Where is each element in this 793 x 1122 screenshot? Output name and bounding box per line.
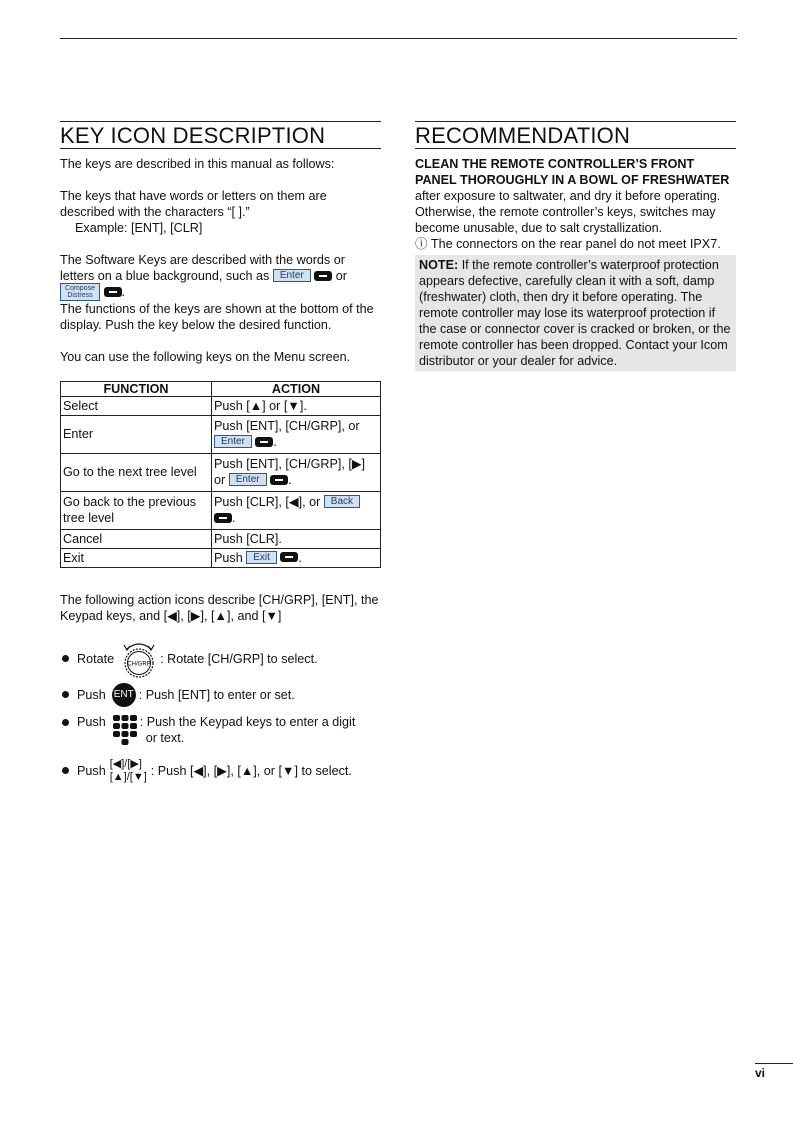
recommendation-heading: RECOMMENDATION	[415, 121, 736, 149]
function-cell: Select	[61, 396, 212, 415]
softkey-paragraph: The Software Keys are described with the words or letters on a blue background, such as Enter or Compose Distress .	[60, 253, 347, 299]
table-row	[61, 491, 381, 529]
enter-softkey: Enter	[273, 269, 311, 282]
note-label: NOTE:	[419, 258, 459, 272]
function-cell: Go to the next tree level	[61, 453, 212, 491]
info-text: The connectors on the rear panel do not meet IPX7.	[430, 237, 721, 251]
bullet-dot	[62, 691, 69, 698]
key-icon-description-section	[60, 121, 381, 784]
info-paragraph	[415, 236, 736, 252]
ent-key-icon: ENT	[112, 683, 136, 707]
exit-softkey: Exit	[246, 551, 277, 564]
rotate-label: Rotate	[77, 651, 115, 666]
push-label: Push	[77, 687, 106, 702]
clean-paragraph	[415, 156, 736, 236]
top-rule	[60, 38, 737, 39]
table-header-row	[61, 381, 381, 396]
function-cell: Go back to the previous tree level	[61, 491, 212, 529]
keypad-description	[140, 714, 356, 746]
softkey-button-icon	[314, 271, 332, 281]
rotate-bullet	[60, 642, 381, 676]
arrow-keys-description: : Push [◀], [▶], [▲], or [▼] to select.	[150, 763, 352, 778]
compose-distress-softkey: Compose Distress	[60, 283, 100, 301]
dial-knob-icon	[118, 640, 160, 678]
key-icon-heading: KEY ICON DESCRIPTION	[60, 121, 381, 149]
softkey-or: or	[335, 269, 347, 283]
action-text: Push [ENT], [CH/GRP], [▶] or	[214, 457, 366, 488]
function-cell: Enter	[61, 415, 212, 453]
action-cell: Push [CLR].	[212, 529, 381, 548]
menu-intro-text: You can use the following keys on the Menu screen.	[60, 349, 351, 364]
bullet-dot	[62, 767, 69, 774]
table-row	[61, 529, 381, 548]
ent-description: : Push [ENT] to enter or set.	[138, 687, 295, 702]
arrow-keys-top: [◀]/[▶]	[109, 757, 142, 770]
recommendation-section	[415, 121, 736, 371]
softkey-button-icon	[280, 552, 298, 562]
bullet-dot	[62, 719, 69, 726]
note-text: If the remote controller’s waterproof protection appears defective, carefully clean it with a soft, damp (freshwater) cloth, then dry it before operating. The remote controller may lose its waterproof protection if the case or connector cover is cracked or broken, or the remote controller has been dropped. Contact your Icom distributor or your dealer for advice.	[419, 258, 731, 368]
action-text: Push	[214, 550, 243, 565]
enter-softkey: Enter	[229, 473, 267, 486]
clean-warning-text: after exposure to saltwater, and dry it before operating. Otherwise, the remote controller’s keys, switches may become unusable, due to salt crystallization.	[415, 189, 721, 235]
table-row	[61, 548, 381, 567]
menu-keys-table	[60, 381, 381, 568]
action-cell: Push Exit .	[212, 548, 381, 567]
action-cell: Push [ENT], [CH/GRP], or Enter .	[212, 415, 381, 453]
action-icons-intro: The following action icons describe [CH/GRP], [ENT], the Keypad keys, and [◀], [▶], [▲], and [▼]	[60, 592, 379, 623]
intro-text: The keys are described in this manual as follows:	[60, 157, 335, 171]
action-cell: Push [CLR], [◀], or Back .	[212, 491, 381, 529]
keypad-icon	[112, 714, 138, 750]
note-box	[415, 255, 736, 371]
table-header: ACTION	[212, 381, 381, 396]
arrow-keys-bottom: [▲]/[▼]	[109, 770, 147, 783]
function-cell: Exit	[61, 548, 212, 567]
push-label: Push	[77, 763, 106, 778]
action-text: Push [CLR], [◀], or	[214, 495, 321, 510]
page-number: vi	[755, 1063, 793, 1081]
softkey-text: The Software Keys are described with the words or letters on a blue background, such as	[60, 253, 345, 283]
ent-bullet	[60, 682, 381, 708]
table-header: FUNCTION	[61, 381, 212, 396]
softkey-button-icon	[214, 513, 232, 523]
keypad-description-line1: : Push the Keypad keys to enter a digit	[139, 714, 356, 729]
table-row	[61, 396, 381, 415]
back-softkey: Back	[324, 495, 360, 508]
action-icon-list	[60, 642, 381, 784]
function-cell: Cancel	[61, 529, 212, 548]
clean-warning-bold: CLEAN THE REMOTE CONTROLLER’S FRONT PANEL THOROUGHLY IN A BOWL OF FRESHWATER	[415, 157, 730, 187]
action-cell: Push [▲] or [▼].	[212, 396, 381, 415]
dial-knob-label: CH/GRP	[127, 661, 151, 668]
keypad-description-line2: or text.	[145, 730, 185, 745]
softkey-button-icon	[104, 287, 122, 297]
table-row	[61, 453, 381, 491]
table-row	[61, 415, 381, 453]
bullet-dot	[62, 655, 69, 662]
keypad-bullet	[60, 714, 381, 754]
action-text: Push [ENT], [CH/GRP], or	[214, 419, 360, 434]
softkey-functions-text: The functions of the keys are shown at the bottom of the display. Push the key below the desired function.	[60, 301, 374, 332]
info-icon: ⓘ	[415, 237, 428, 251]
push-label: Push	[77, 714, 106, 729]
arrow-keys-icon	[110, 758, 147, 784]
words-text: The keys that have words or letters on them are described with the characters “[ ].”	[60, 189, 327, 219]
softkey-button-icon	[270, 475, 288, 485]
arrow-keys-bullet	[60, 758, 381, 784]
example-text: Example: [ENT], [CLR]	[75, 221, 203, 235]
softkey-button-icon	[255, 437, 273, 447]
rotate-description: : Rotate [CH/GRP] to select.	[160, 651, 318, 666]
enter-softkey: Enter	[214, 435, 252, 448]
action-cell: Push [ENT], [CH/GRP], [▶] or Enter .	[212, 453, 381, 491]
